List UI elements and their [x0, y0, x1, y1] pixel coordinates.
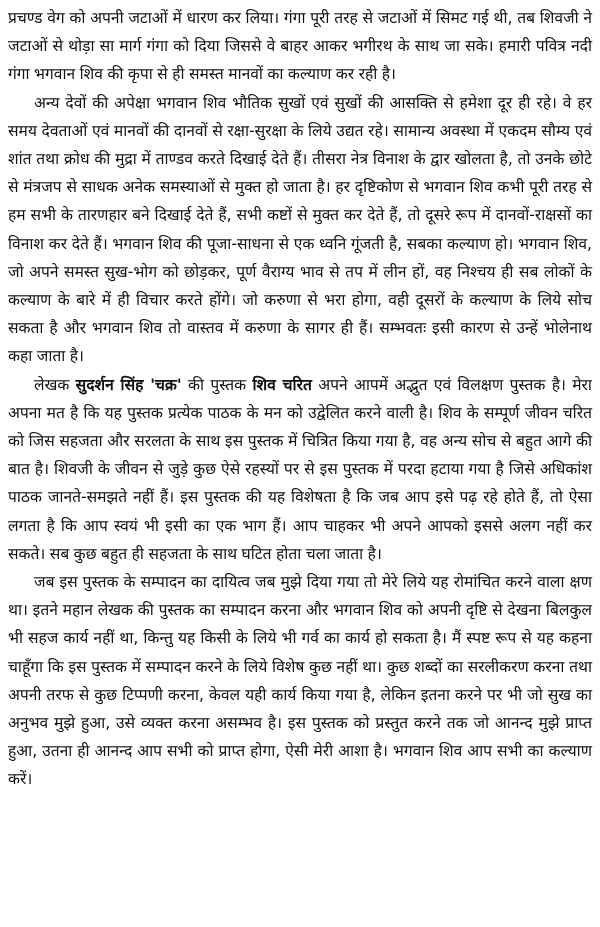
- rest-text: अपने आपमें अद्भुत एवं विलक्षण पुस्तक है। मेरा अपना मत है कि यह पुस्तक प्रत्येक पाठक के मन को उद्वेलित करने वाली है। शिव के सम्पूर्ण जीवन चरित को जिस सहजता और सरलता के साथ इस पुस्तक में चित्रित किया गया है, वह अन्य सोच से बहुत आगे की बात है। शिवजी के जीवन से जुड़े कुछ ऐसे रहस्यों पर से इस पुस्तक में परदा हटाया गया है जिसे अधिकांश पाठक जानते-समझते नहीं हैं। इस पुस्तक की यह विशेषता है कि जब आप इसे पढ़ रहे होते हैं, तो ऐसा लगता है कि आप स्वयं भी इसी का एक भाग हैं। आप चाहकर भी अपने आपको इससे अलग नहीं कर सकते। सब कुछ बहुत ही सहजता के साथ घटित होता चला जाता है।: [8, 375, 592, 563]
- author-name: सुदर्शन सिंह 'चक्र': [75, 375, 182, 394]
- paragraph-ganga: प्रचण्ड वेग को अपनी जटाओं में धारण कर लिया। गंगा पूरी तरह से जटाओं में सिमट गई थी, तब शिवजी ने जटाओं से थोड़ा सा मार्ग गंगा को दिया जिससे वे बाहर आकर भगीरथ के साथ जा सके। हमारी पवित्र नदी गंगा भगवान शिव की कृपा से ही समस्त मानवों का कल्याण कर रही है।: [8, 9, 592, 84]
- mid-text: की पुस्तक: [188, 375, 247, 394]
- lead-text: लेखक: [34, 375, 70, 394]
- paragraph-editing: जब इस पुस्तक के सम्पादन का दायित्व जब मुझे दिया गया तो मेरे लिये यह रोमांचित करने वाला क्षण था। इतने महान लेखक की पुस्तक का सम्पादन करना और भगवान शिव को अपनी दृष्टि से देखना बिलकुल भी सहज कार्य नहीं था, किन्तु यह किसी के लिये भी गर्व का कार्य हो सकता है। मैं स्पष्ट रूप से यह कहना चाहूँगा कि इस पुस्तक में सम्पादन करने के लिये विशेष कुछ नहीं था। कुछ शब्दों का सरलीकरण करना तथा अपनी तरफ से कुछ टिप्पणी करना, केवल यही कार्य किया गया है, लेकिन इतना करने पर भी जो सुख का अनुभव मुझे हुआ, उसे व्यक्त करना असम्भव है। इस पुस्तक को प्रस्तुत करने तक जो आनन्द मुझे प्राप्त हुआ, उतना ही आनन्द आप सभी को प्राप्त होगा, ऐसी मेरी आशा है। भगवान शिव आप सभी का कल्याण करें।: [8, 573, 592, 789]
- paragraph-shiva-nature: अन्य देवों की अपेक्षा भगवान शिव भौतिक सुखों एवं सुखों की आसक्ति से हमेशा दूर ही रहे। वे हर समय देवताओं एवं मानवों की दानवों से रक्षा-सुरक्षा के लिये उद्यत रहे। सामान्य अवस्था में एकदम सौम्य एवं शांत तथा क्रोध की मुद्रा में ताण्डव करते दिखाई देते हैं। तीसरा नेत्र विनाश के द्वार खोलता है, तो उनके छोटे से मंत्रजप से साधक अनेक समस्याओं से मुक्त हो जाता है। हर दृष्टिकोण से भगवान शिव कभी पूरी तरह से हम सभी के तारणहार बने दिखाई देते हैं, सभी कष्टों से मुक्त कर देते हैं, तो दूसरे रूप में दानवों-राक्षसों का विनाश कर देते हैं। भगवान शिव की पूजा-साधना से एक ध्वनि गूंजती है, सबका कल्याण हो। भगवान शिव, जो अपने समस्त सुख-भोग को छोड़कर, पूर्ण वैराग्य भाव से तप में लीन हों, वह निश्चय ही सब लोकों के कल्याण के बारे में ही विचार करते होंगे। जो करुणा से भरा होगा, वही दूसरों के कल्याण के लिये सोच सकता है और भगवान शिव तो वास्तव में करुणा के सागर ही हैं। सम्भवतः इसी कारण से उन्हें भोलेनाथ कहा जाता है।: [8, 93, 592, 366]
- book-title: शिव चरित: [252, 375, 312, 394]
- paragraph-book-intro: [8, 371, 592, 568]
